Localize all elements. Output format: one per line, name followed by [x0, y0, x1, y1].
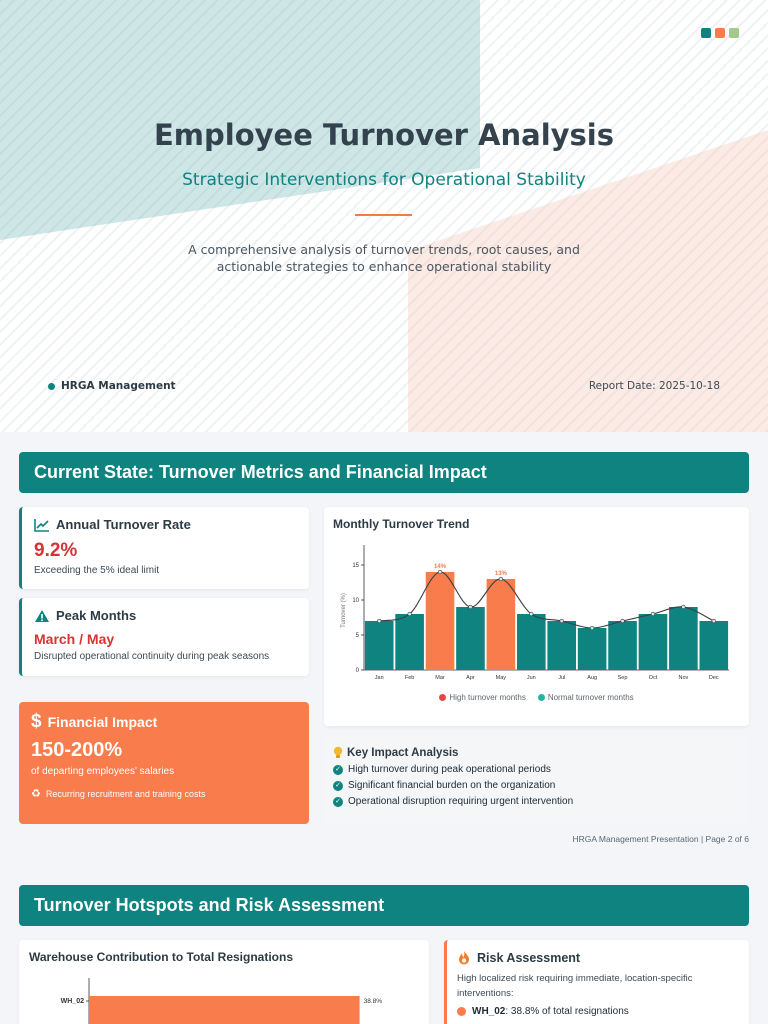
bullet-icon — [48, 383, 55, 390]
bar — [699, 621, 728, 670]
x-tick-label: Jan — [374, 675, 384, 681]
data-label: 13% — [494, 571, 507, 577]
title-divider — [355, 214, 412, 216]
financial-impact-value: 150-200% — [31, 739, 123, 761]
key-impact-item — [333, 764, 740, 775]
bar — [669, 607, 698, 670]
risk-assessment-card — [444, 940, 749, 1024]
brand-dots — [701, 28, 739, 38]
page-description: A comprehensive analysis of turnover trends, root causes, and actionable strategies to enhance operational stability — [188, 242, 580, 274]
page-subtitle: Strategic Interventions for Operational Stability — [182, 170, 586, 190]
key-impact-text: High turnover during peak operational periods — [348, 764, 551, 775]
x-tick-label: Mar — [435, 675, 445, 681]
y-tick-label: 5 — [355, 633, 359, 639]
x-tick-label: Jul — [558, 675, 566, 681]
financial-impact-sub-text: Recurring recruitment and training costs — [45, 788, 206, 799]
check-icon: ✓ — [333, 765, 343, 775]
page-title: Employee Turnover Analysis — [153, 118, 615, 152]
trend-point — [408, 612, 412, 616]
key-impact-title: Key Impact Analysis — [347, 746, 459, 759]
x-tick-label: Sep — [617, 675, 628, 681]
warehouse-chart-card — [19, 940, 429, 1024]
brand-dot-orange — [715, 28, 725, 38]
bar — [517, 614, 546, 670]
financial-impact-sub — [31, 787, 297, 800]
warning-icon — [34, 609, 50, 623]
x-tick-label: Jun — [526, 675, 536, 681]
brand-dot-teal — [701, 28, 711, 38]
financial-impact-header — [31, 711, 297, 732]
monthly-chart-title: Monthly Turnover Trend — [333, 517, 470, 531]
annual-turnover-value: 9.2% — [34, 540, 78, 561]
trend-point — [469, 605, 473, 609]
monthly-chart-legend — [333, 693, 740, 702]
trend-point — [651, 612, 655, 616]
risk-item-detail: : 38.8% of total resignations — [505, 1006, 629, 1017]
y-tick-label: 0 — [355, 668, 359, 674]
key-impact-item — [333, 780, 740, 791]
page-footer: HRGA Management Presentation | Page 2 of 6 — [572, 834, 749, 844]
key-impact-box — [324, 736, 749, 824]
key-impact-list — [333, 764, 740, 807]
peak-months-label: Peak Months — [56, 608, 137, 623]
trend-chart-icon — [34, 518, 50, 532]
trend-point — [377, 619, 381, 623]
organization-name: HRGA Management — [61, 380, 176, 392]
bar — [456, 607, 485, 670]
trend-point — [682, 605, 686, 609]
y-tick-label: 15 — [352, 563, 359, 569]
check-icon: ✓ — [333, 781, 343, 791]
x-tick-label: Dec — [708, 675, 719, 681]
bullet-icon — [457, 1007, 466, 1016]
key-impact-item — [333, 796, 740, 807]
financial-impact-label: Financial Impact — [47, 714, 158, 730]
trend-point — [712, 619, 716, 623]
trend-point — [590, 626, 594, 630]
bar — [487, 579, 516, 670]
recycle-icon: ♻ — [31, 788, 41, 800]
trend-point — [499, 577, 503, 581]
x-tick-label: May — [495, 675, 507, 681]
financial-impact-note: of departing employees' salaries — [31, 766, 175, 777]
peak-months-card — [19, 598, 309, 676]
legend-high: High turnover months — [439, 693, 525, 702]
bar — [547, 621, 576, 670]
lightbulb-icon — [333, 746, 343, 759]
brand-dot-green — [729, 28, 739, 38]
bar — [639, 614, 668, 670]
peak-months-header — [34, 608, 297, 623]
y-tick-label: 10 — [352, 598, 359, 604]
warehouse-contribution-chart — [29, 972, 419, 1024]
warehouse-chart-title: Warehouse Contribution to Total Resignations — [29, 950, 293, 964]
x-tick-label: Oct — [648, 675, 658, 681]
trend-point — [438, 570, 442, 574]
x-tick-label: Apr — [466, 675, 475, 681]
key-impact-text: Significant financial burden on the organization — [348, 780, 556, 791]
organization-label — [48, 380, 176, 392]
annual-turnover-label: Annual Turnover Rate — [56, 517, 191, 532]
x-tick-label: Feb — [404, 675, 415, 681]
y-axis-label: Turnover (%) — [341, 593, 347, 628]
trend-point — [621, 619, 625, 623]
annual-turnover-note: Exceeding the 5% ideal limit — [34, 565, 160, 576]
fire-icon — [457, 950, 471, 965]
bar — [426, 572, 455, 670]
data-label: 14% — [434, 564, 447, 570]
risk-assessment-title: Risk Assessment — [477, 950, 581, 965]
section-header-hotspots: Turnover Hotspots and Risk Assessment — [19, 885, 749, 926]
x-tick-label: Aug — [587, 675, 598, 681]
bar — [365, 621, 394, 670]
dollar-icon: $ — [31, 711, 42, 732]
section-header-current-state: Current State: Turnover Metrics and Financial Impact — [19, 452, 749, 493]
check-icon: ✓ — [333, 797, 343, 807]
bar — [578, 628, 607, 670]
risk-assessment-header — [457, 950, 739, 965]
key-impact-text: Operational disruption requiring urgent intervention — [348, 796, 574, 807]
key-impact-header — [333, 746, 740, 759]
report-date: Report Date: 2025-10-18 — [588, 380, 720, 392]
monthly-chart-card — [324, 507, 749, 726]
x-tick-label: Nov — [678, 675, 689, 681]
risk-assessment-text: High localized risk requiring immediate, location-specific interventions: — [457, 973, 693, 999]
risk-item-wh02 — [457, 1006, 739, 1017]
trend-point — [529, 612, 533, 616]
y-tick-label: WH_02 — [60, 998, 84, 1005]
data-label: 38.8% — [363, 998, 383, 1005]
peak-months-value: March / May — [34, 631, 115, 647]
annual-turnover-header — [34, 517, 297, 532]
trend-point — [560, 619, 564, 623]
bar — [89, 996, 360, 1024]
peak-months-note: Disrupted operational continuity during peak seasons — [34, 651, 270, 662]
title-hero — [0, 0, 768, 432]
monthly-turnover-chart — [333, 537, 738, 687]
bar — [608, 621, 637, 670]
risk-item-name: WH_02 — [472, 1006, 506, 1017]
bar — [395, 614, 424, 670]
annual-turnover-card — [19, 507, 309, 589]
legend-normal: Normal turnover months — [538, 693, 634, 702]
financial-impact-card — [19, 702, 309, 824]
